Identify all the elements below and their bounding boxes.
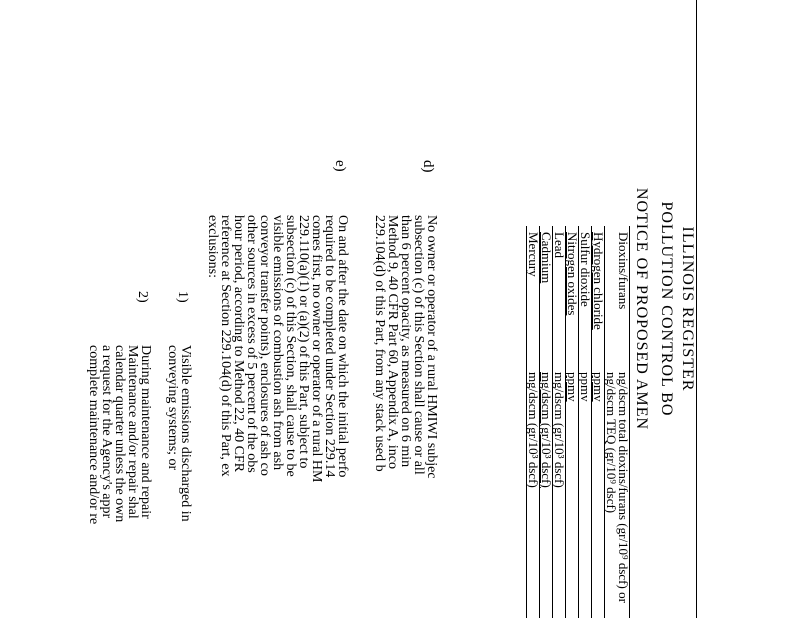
text-line: Method 9, 40 CFR Part 60, Appendix A, inco	[385, 215, 400, 469]
section-e-paragraph	[206, 215, 349, 618]
text-line: hour period, according to Method 22, 40 CFR	[231, 215, 246, 473]
text-line: other sources in excess of 5 percent of the obs	[244, 215, 259, 473]
units-cell: ppmv	[591, 372, 606, 402]
units-cell: ppmv	[578, 372, 593, 402]
text-line: During maintenance and repair	[138, 345, 153, 519]
units-cell: mg/dscm (gr/10³ dscf)	[552, 372, 567, 488]
units-cell: mg/dscm (gr/10³ dscf)	[539, 372, 554, 488]
text-line: visible emissions of combustion ash from ash	[270, 215, 285, 471]
register-title: ILLINOIS REGISTER	[679, 226, 696, 392]
text-line: conveying systems; or	[165, 345, 180, 471]
section-d-marker: d)	[420, 160, 436, 173]
table-row	[604, 226, 630, 618]
text-line: comes first, no owner or operator of a rural HM	[309, 215, 324, 483]
text-line: conveyor transfer points), enclosures of ash co	[257, 215, 272, 476]
pollutant-cell: Hydrogen chloride	[591, 232, 606, 330]
text-line: required to be completed under Section 229.14	[322, 215, 337, 478]
header-rule	[696, 0, 697, 618]
text-line: a request for the Agency's appr	[99, 345, 114, 519]
exclusion-1-marker: 1)	[175, 291, 190, 303]
text-line: No owner or operator of a rural HMIWI subjec	[424, 215, 439, 479]
text-line: exclusions:	[205, 215, 220, 278]
units-cell: ng/dscm total dioxins/furans (gr/10⁹ dscf) or ng/dscm TEQ (gr/10⁹ dscf)	[604, 372, 631, 603]
pollutant-cell: Lead	[552, 232, 567, 258]
text-line: 229.110(a)(1) or (a)(2) of this Part, subject to	[296, 215, 311, 469]
notice-title: NOTICE OF PROPOSED AMEN	[633, 187, 650, 431]
text-line: subsection (c) of this Section, shall cause to be	[283, 215, 298, 477]
text-line: calendar quarter unless the own	[112, 345, 127, 523]
section-e-marker: e)	[332, 160, 348, 172]
exclusion-1-text	[166, 345, 192, 618]
emission-limits-table	[526, 226, 630, 618]
units-cell: ppmv	[565, 372, 580, 402]
text-line: reference at Section 229.104(d) of this Part, ex	[218, 215, 233, 477]
exclusion-2-text	[87, 345, 152, 618]
units-cell: mg/dscm (gr/10³ dscf)	[526, 372, 541, 488]
text-line: 229.104(d) of this Part, from any stack used b	[372, 215, 387, 472]
text-line: subsection (c) of this Section shall cause or all	[411, 215, 426, 475]
pollutant-cell: Mercury	[526, 232, 541, 277]
table-row	[526, 226, 539, 618]
text-line: than 6 percent opacity, as measured on 6 min	[398, 215, 413, 468]
text-line: Maintenance and/or repair shal	[125, 345, 140, 519]
pollutant-cell: Dioxins/furans	[616, 232, 631, 310]
pollutant-cell: Sulfur dioxide	[578, 232, 593, 307]
text-line: Visible emissions discharged in	[178, 345, 193, 522]
pollutant-cell: Cadmium	[539, 232, 554, 284]
pollutant-cell: Nitrogen oxides	[565, 232, 580, 316]
section-d-paragraph	[373, 215, 438, 618]
board-title: POLLUTION CONTROL BO	[658, 201, 675, 417]
text-line: complete maintenance and/or re	[86, 345, 101, 525]
text-line: On and after the date on which the initial perfo	[335, 215, 350, 478]
exclusion-2-marker: 2)	[135, 291, 150, 303]
